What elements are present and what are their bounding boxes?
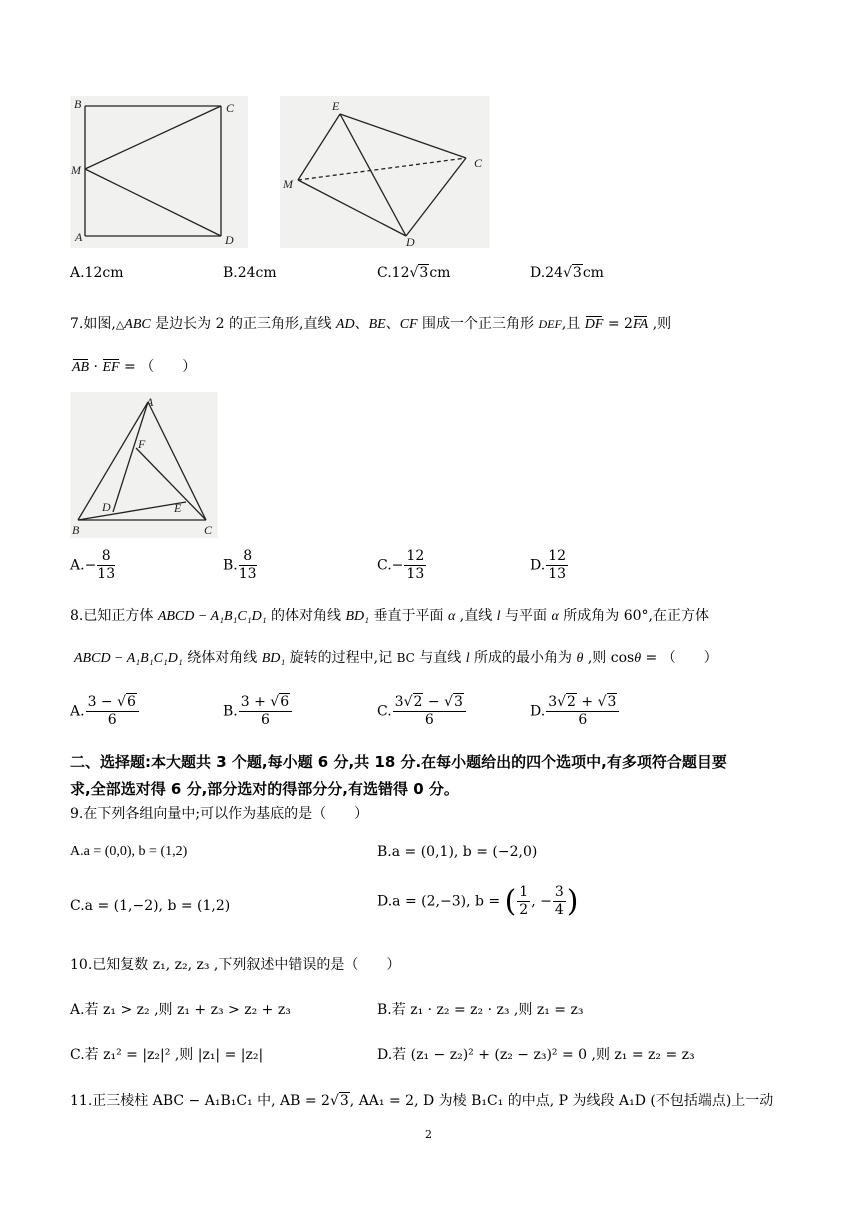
radicand: 3 (572, 265, 582, 281)
unit: cm (582, 265, 604, 281)
math-abc: ABC (124, 317, 151, 332)
q8-text: = （ ） (641, 650, 718, 666)
fraction (404, 548, 426, 583)
square-triangle-diagram (70, 96, 248, 248)
denominator: 13 (238, 566, 257, 582)
sqrt-sign: √ (329, 1093, 339, 1109)
numerator: 8 (97, 548, 115, 566)
radicand: 3 (419, 265, 429, 281)
label-d: D (225, 233, 234, 247)
option-label: A. (70, 557, 85, 574)
q8-text: 与直线 (414, 650, 466, 666)
fraction (553, 884, 566, 919)
q11-stem (70, 1091, 773, 1111)
radicand: 2 (567, 694, 576, 710)
numerator: 12 (548, 548, 567, 564)
q8-text: ,直线 (455, 608, 497, 624)
denominator: 6 (578, 712, 588, 728)
fraction (393, 694, 466, 729)
equals: = 2 (603, 316, 633, 332)
num-text: 3 (394, 694, 404, 710)
label-b: B (74, 97, 82, 111)
tetrahedron-diagram (280, 96, 490, 248)
q10-stem: 10.已知复数 z₁, z₂, z₃ ,下列叙述中错误的是（ ） (70, 957, 401, 973)
option-label: D. (530, 557, 546, 574)
q7-text: = （ ） (119, 359, 197, 375)
fraction (239, 548, 257, 583)
label-m: M (71, 163, 81, 177)
q7-text: 7.如图, (70, 316, 116, 332)
figure-6-left (70, 96, 248, 248)
denominator: 2 (519, 902, 529, 918)
q8-option-a[interactable] (70, 694, 140, 729)
math-l: l (496, 609, 501, 624)
sqrt-sign: √ (409, 265, 419, 281)
math-ad: AD (335, 317, 355, 332)
math-cube: ABCD − A₁B₁C₁D₁ (157, 609, 267, 624)
label-c: C (226, 101, 235, 115)
numerator: 3 + √6 (239, 694, 292, 712)
dot-operator: · (89, 359, 103, 375)
denominator: 6 (424, 712, 434, 728)
q8-stem-line1 (70, 606, 709, 627)
operator: − (423, 694, 445, 710)
q8-text: 所成角为 60°,在正方体 (558, 608, 709, 624)
denominator: 6 (260, 712, 270, 728)
radicand: 3 (454, 694, 463, 710)
num-text: 3 − (87, 694, 118, 710)
radicand: 6 (280, 694, 290, 710)
num-text: 3 + (240, 694, 271, 710)
math-bc: BC (396, 651, 415, 665)
q11-text: , AA₁ = 2, D 为棱 B₁C₁ 的中点, P 为线段 A₁D (不包括端点)上一动 (349, 1093, 774, 1109)
math-bd1: BD₁ (261, 651, 286, 666)
q8-option-d[interactable] (530, 694, 620, 729)
math-def: DEF (538, 317, 562, 331)
separator: 、 (385, 316, 400, 332)
separator: 、 (354, 316, 369, 332)
vector-ef: EF (102, 358, 119, 378)
q7-text: 围成一个正三角形 (417, 316, 539, 332)
q8-text: 旋转的过程中,记 (285, 650, 397, 666)
q8-text: 绕体对角线 (182, 650, 262, 666)
q8-option-c[interactable] (377, 694, 467, 729)
q7-option-d[interactable] (530, 548, 569, 583)
q7-text: ,则 (648, 316, 672, 332)
minus-sign: − (391, 557, 404, 574)
q8-text: ,则 cos (583, 650, 635, 666)
numerator: 8 (239, 548, 257, 566)
option-label: C. (377, 557, 392, 574)
numerator: 1 (519, 884, 529, 900)
option-text: D.a = (2,−3), b = (377, 893, 505, 910)
label-a: A (75, 230, 83, 244)
label-a: A (146, 395, 154, 409)
right-paren: ) (566, 884, 579, 919)
page-number: 2 (425, 1128, 432, 1141)
q6-option-b[interactable]: B.24cm (223, 265, 277, 281)
fraction (546, 694, 619, 729)
q8-text: 与平面 (500, 608, 552, 624)
q7-text: 是边长为 2 的正三角形,直线 (150, 316, 336, 332)
numerator: 3 (554, 884, 564, 900)
left-paren: ( (504, 884, 517, 919)
option-label: B. (223, 557, 238, 574)
unit: cm (429, 265, 451, 281)
option-label: C. (377, 703, 392, 720)
fraction (86, 694, 139, 729)
q10-option-a[interactable]: A.若 z₁ > z₂ ,则 z₁ + z₃ > z₂ + z₃ (70, 1002, 291, 1018)
label-d: D (102, 500, 111, 514)
section-2-line2: 求,全部选对得 6 分,部分选对的得部分分,有选错得 0 分。 (70, 780, 459, 798)
q7-option-c[interactable] (377, 548, 427, 583)
q7-text: ,且 (561, 316, 585, 332)
radicand: 3 (339, 1093, 349, 1109)
vector-ab: AB (72, 358, 89, 378)
radicand: 2 (413, 694, 423, 710)
q8-text: 垂直于平面 (369, 608, 448, 624)
option-label: D. (530, 703, 546, 720)
math-be: BE (368, 317, 386, 332)
math-theta: θ (634, 651, 642, 666)
label-d: D (406, 235, 415, 248)
numerator: 12 (406, 548, 425, 564)
vector-fa: FA (633, 315, 648, 335)
label-f: F (138, 437, 146, 451)
label-c: C (204, 523, 213, 537)
denominator: 13 (548, 566, 567, 582)
q8-stem-line2 (74, 648, 718, 669)
math-cf: CF (399, 317, 418, 332)
label-e: E (332, 99, 340, 113)
equilateral-triangle-diagram (70, 392, 218, 538)
q8-option-b[interactable] (223, 694, 293, 729)
math-bd1: BD₁ (345, 609, 370, 624)
fraction (97, 548, 115, 583)
q10-option-c[interactable]: C.若 z₁² = |z₂|² ,则 |z₁| = |z₂| (70, 1047, 264, 1063)
operator: + (576, 694, 598, 710)
num-text: 3 (548, 694, 558, 710)
label-m: M (283, 177, 293, 191)
numerator: 3 − √6 (86, 694, 139, 712)
radicand: 3 (607, 694, 617, 710)
q9-option-c[interactable]: C.a = (1,−2), b = (1,2) (70, 898, 231, 914)
fraction (239, 694, 292, 729)
q10-option-d[interactable]: D.若 (z₁ − z₂)² + (z₂ − z₃)² = 0 ,则 z₁ = z₂ = z₃ (377, 1047, 695, 1063)
option-c-text: C.12 (377, 265, 410, 281)
q8-text: 的体对角线 (266, 608, 346, 624)
vector-df: DF (585, 315, 604, 335)
fraction (546, 548, 568, 583)
separator: , − (531, 893, 552, 910)
minus-sign: − (84, 557, 97, 574)
label-c: C (474, 156, 483, 170)
math-theta: θ (576, 651, 584, 666)
figure-6-right (280, 96, 490, 248)
fraction (517, 884, 530, 919)
q9-option-d[interactable] (377, 884, 579, 919)
figure-7 (70, 392, 218, 538)
q6-option-a[interactable]: A.12cm (70, 265, 124, 281)
q9-option-a[interactable]: A.a = (0,0), b = (1,2) (70, 844, 188, 859)
q7-option-a[interactable] (70, 548, 116, 583)
q6-option-c[interactable] (377, 265, 450, 281)
q9-option-b[interactable]: B.a = (0,1), b = (−2,0) (377, 844, 538, 860)
option-d-text: D.24 (530, 265, 563, 281)
radicand: 6 (127, 694, 136, 710)
option-label: B. (223, 703, 238, 720)
denominator: 4 (554, 902, 564, 918)
q7-stem-line2 (72, 357, 196, 378)
denominator: 13 (406, 566, 425, 582)
denominator: 6 (107, 712, 117, 728)
label-e: E (174, 501, 182, 515)
sqrt-sign: √ (563, 265, 572, 281)
denominator: 13 (97, 566, 116, 582)
numerator: 3√2 − √3 (393, 694, 466, 712)
q11-text: 11.正三棱柱 ABC − A₁B₁C₁ 中, AB = 2 (70, 1093, 330, 1109)
q9-stem: 9.在下列各组向量中;可以作为基底的是（ ） (70, 806, 369, 822)
option-label: A. (70, 703, 85, 720)
q7-option-b[interactable] (223, 548, 258, 583)
math-alpha: α (551, 609, 559, 624)
section-2-heading (70, 749, 810, 803)
triangle-symbol: △ (115, 318, 125, 331)
q8-text: 所成的最小角为 (469, 650, 577, 666)
q6-option-d[interactable] (530, 265, 604, 281)
label-b: B (72, 523, 80, 537)
q8-text: 8.已知正方体 (70, 608, 158, 624)
section-2-line1: 二、选择题:本大题共 3 个题,每小题 6 分,共 18 分.在每小题给出的四个选项中,有多项符合题目要 (70, 753, 727, 771)
q10-option-b[interactable]: B.若 z₁ · z₂ = z₂ · z₃ ,则 z₁ = z₃ (377, 1002, 584, 1018)
math-cube: ABCD − A₁B₁C₁D₁ (74, 651, 183, 666)
math-alpha: α (447, 609, 456, 624)
math-l: l (465, 651, 470, 666)
q7-stem-line1 (70, 314, 671, 335)
numerator: 3√2 + √3 (546, 694, 619, 712)
